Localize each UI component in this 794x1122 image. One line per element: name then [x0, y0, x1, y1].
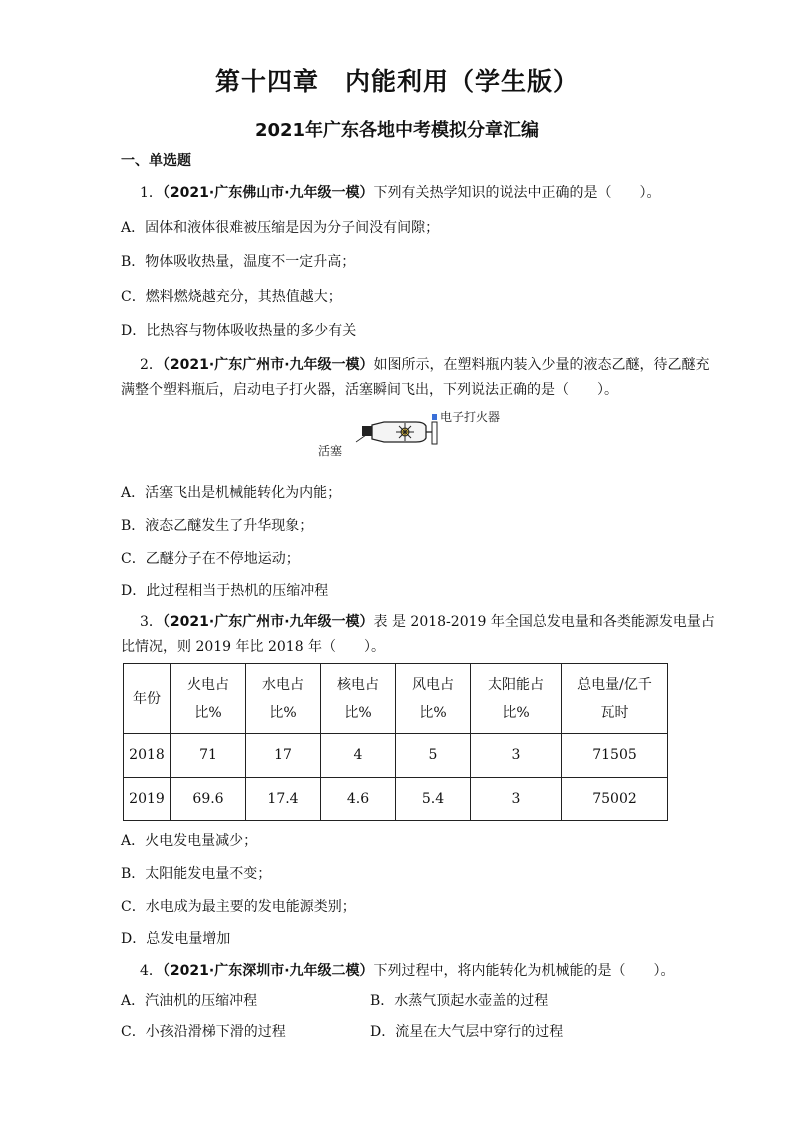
table-row	[124, 734, 668, 778]
option-b: B．物体吸收热量，温度不一定升高；	[121, 254, 356, 270]
option-d: D．总发电量增加	[121, 931, 231, 947]
question-source: （2021·广东佛山市·九年级一模）	[162, 185, 374, 201]
option-a: A．火电发电量减少；	[121, 833, 258, 849]
option-a: A．活塞飞出是机械能转化为内能；	[121, 485, 342, 501]
option-c: C．小孩沿滑梯下滑的过程	[121, 1024, 286, 1040]
table-cell: 75002	[562, 777, 668, 821]
table-header-cell: 火电占 比%	[171, 664, 246, 734]
piston-label: 活塞	[318, 444, 343, 458]
option-b: B．液态乙醚发生了升华现象；	[121, 518, 314, 534]
question-source: （2021·广东广州市·九年级一模）	[162, 357, 374, 373]
table-row	[124, 777, 668, 821]
table-cell: 17.4	[246, 777, 321, 821]
option-d: D．此过程相当于热机的压缩冲程	[121, 583, 329, 599]
table-cell: 2019	[124, 777, 171, 821]
table-header-cell: 太阳能占 比%	[471, 664, 562, 734]
table-cell: 69.6	[171, 777, 246, 821]
piston-shape	[362, 426, 372, 436]
table-cell: 17	[246, 734, 321, 778]
option-b: B．水蒸气顶起水壶盖的过程	[370, 993, 549, 1009]
option-a: A．汽油机的压缩冲程	[121, 993, 258, 1009]
option-c: C．乙醚分子在不停地运动；	[121, 551, 300, 567]
table-header-cell: 风电占 比%	[396, 664, 471, 734]
section-heading: 一、单选题	[121, 153, 191, 169]
table-cell: 3	[471, 777, 562, 821]
option-a: A．固体和液体很难被压缩是因为分子间没有间隙；	[121, 220, 440, 236]
table-cell: 71	[171, 734, 246, 778]
table-header-cell: 水电占 比%	[246, 664, 321, 734]
table-cell: 5	[396, 734, 471, 778]
question-3-continued: 比情况，则 2019 年比 2018 年（ ）。	[121, 639, 386, 655]
bottle-igniter-diagram	[316, 408, 516, 460]
option-c: C．水电成为最主要的发电能源类别；	[121, 899, 356, 915]
igniter-body	[432, 422, 437, 444]
document-title: 第十四章 内能利用（学生版）	[214, 67, 579, 96]
table-cell: 4	[321, 734, 396, 778]
table-header-cell: 核电占 比%	[321, 664, 396, 734]
question-3: 3．（2021·广东广州市·九年级一模）表 是 2018-2019 年全国总发电量和各类能源发电量占	[140, 614, 715, 630]
question-source: （2021·广东深圳市·九年级二模）	[162, 963, 374, 979]
option-d: D．流星在大气层中穿行的过程	[370, 1024, 564, 1040]
table-header-cell: 年份	[124, 664, 171, 734]
option-d: D．比热容与物体吸收热量的多少有关	[121, 323, 357, 339]
table-cell: 3	[471, 734, 562, 778]
igniter-button	[432, 414, 437, 420]
question-source: （2021·广东广州市·九年级一模）	[162, 614, 374, 630]
question-2-continued: 满整个塑料瓶后，启动电子打火器，活塞瞬间飞出，下列说法正确的是（ ）。	[121, 382, 618, 398]
power-generation-table	[123, 663, 668, 821]
option-c: C．燃料燃烧越充分，其热值越大；	[121, 289, 342, 305]
table-cell: 2018	[124, 734, 171, 778]
table-header-cell: 总电量/亿千 瓦时	[562, 664, 668, 734]
option-b: B．太阳能发电量不变；	[121, 866, 272, 882]
question-4: 4．（2021·广东深圳市·九年级二模）下列过程中，将内能转化为机械能的是（ ）。	[140, 963, 675, 979]
table-cell: 5.4	[396, 777, 471, 821]
table-header-row	[124, 664, 668, 734]
table-cell: 4.6	[321, 777, 396, 821]
igniter-label: 电子打火器	[440, 410, 501, 424]
question-2: 2．（2021·广东广州市·九年级一模）如图所示，在塑料瓶内装入少量的液态乙醚，待乙醚充	[140, 357, 710, 373]
table-cell: 71505	[562, 734, 668, 778]
document-subtitle: 2021年广东各地中考模拟分章汇编	[254, 120, 540, 141]
question-1: 1．（2021·广东佛山市·九年级一模）下列有关热学知识的说法中正确的是（ ）。	[140, 185, 661, 201]
